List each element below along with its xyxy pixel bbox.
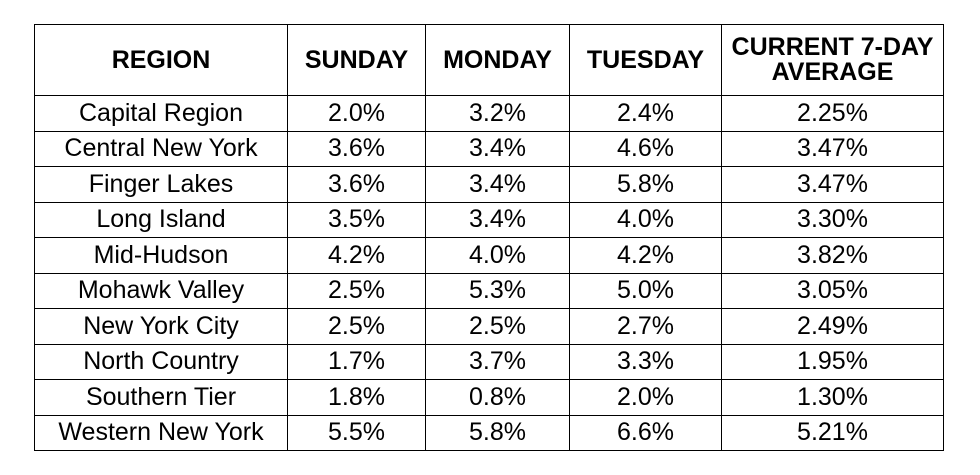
seven-day-average-cell: 3.47% — [722, 131, 944, 167]
tuesday-cell: 2.0% — [570, 380, 722, 416]
monday-cell: 4.0% — [426, 238, 570, 274]
region-cell: Central New York — [35, 131, 288, 167]
seven-day-average-cell: 2.25% — [722, 96, 944, 132]
seven-day-average-cell: 1.30% — [722, 380, 944, 416]
header-region: REGION — [35, 25, 288, 96]
table-row — [35, 415, 944, 451]
monday-cell: 5.3% — [426, 273, 570, 309]
table-row — [35, 344, 944, 380]
sunday-cell: 4.2% — [288, 238, 426, 274]
tuesday-cell: 6.6% — [570, 415, 722, 451]
tuesday-cell: 3.3% — [570, 344, 722, 380]
tuesday-cell: 2.4% — [570, 96, 722, 132]
sunday-cell: 3.6% — [288, 131, 426, 167]
header-row — [35, 25, 944, 96]
region-cell: North Country — [35, 344, 288, 380]
table-row — [35, 309, 944, 345]
tuesday-cell: 4.6% — [570, 131, 722, 167]
table-row — [35, 96, 944, 132]
region-cell: Mohawk Valley — [35, 273, 288, 309]
monday-cell: 0.8% — [426, 380, 570, 416]
table-row — [35, 238, 944, 274]
table-row — [35, 380, 944, 416]
table-row — [35, 202, 944, 238]
monday-cell: 3.7% — [426, 344, 570, 380]
header-monday: MONDAY — [426, 25, 570, 96]
sunday-cell: 2.5% — [288, 273, 426, 309]
table-row — [35, 131, 944, 167]
monday-cell: 3.2% — [426, 96, 570, 132]
sunday-cell: 5.5% — [288, 415, 426, 451]
header-tuesday: TUESDAY — [570, 25, 722, 96]
tuesday-cell: 2.7% — [570, 309, 722, 345]
sunday-cell: 1.8% — [288, 380, 426, 416]
seven-day-average-cell: 3.47% — [722, 167, 944, 203]
sunday-cell: 3.5% — [288, 202, 426, 238]
tuesday-cell: 5.8% — [570, 167, 722, 203]
tuesday-cell: 5.0% — [570, 273, 722, 309]
tuesday-cell: 4.2% — [570, 238, 722, 274]
monday-cell: 3.4% — [426, 202, 570, 238]
table-row — [35, 167, 944, 203]
monday-cell: 2.5% — [426, 309, 570, 345]
seven-day-average-cell: 2.49% — [722, 309, 944, 345]
table-container — [34, 24, 944, 451]
table-body — [35, 96, 944, 451]
seven-day-average-cell: 5.21% — [722, 415, 944, 451]
tuesday-cell: 4.0% — [570, 202, 722, 238]
regional-percentage-table — [34, 24, 944, 451]
region-cell: Long Island — [35, 202, 288, 238]
seven-day-average-cell: 3.05% — [722, 273, 944, 309]
sunday-cell: 1.7% — [288, 344, 426, 380]
table-row — [35, 273, 944, 309]
region-cell: Capital Region — [35, 96, 288, 132]
seven-day-average-cell: 3.30% — [722, 202, 944, 238]
header-sunday: SUNDAY — [288, 25, 426, 96]
region-cell: Finger Lakes — [35, 167, 288, 203]
sunday-cell: 3.6% — [288, 167, 426, 203]
region-cell: Western New York — [35, 415, 288, 451]
sunday-cell: 2.0% — [288, 96, 426, 132]
region-cell: Southern Tier — [35, 380, 288, 416]
monday-cell: 3.4% — [426, 167, 570, 203]
seven-day-average-cell: 1.95% — [722, 344, 944, 380]
monday-cell: 5.8% — [426, 415, 570, 451]
region-cell: Mid-Hudson — [35, 238, 288, 274]
region-cell: New York City — [35, 309, 288, 345]
sunday-cell: 2.5% — [288, 309, 426, 345]
header-seven-day-average: CURRENT 7-DAY AVERAGE — [722, 25, 944, 96]
seven-day-average-cell: 3.82% — [722, 238, 944, 274]
monday-cell: 3.4% — [426, 131, 570, 167]
